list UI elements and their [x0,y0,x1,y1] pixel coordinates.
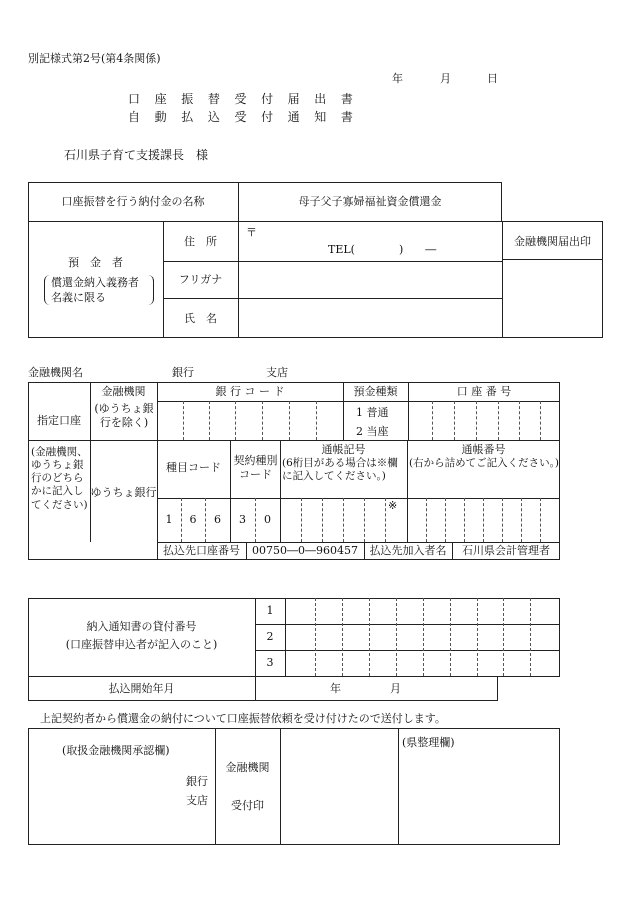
contract-digit: 3 [239,513,246,526]
approval-branch-suffix: 支店 [186,794,208,807]
type-code-label: 種目コード [166,461,221,474]
seal-label: 金融機関届出印 [514,235,591,248]
date-month-label: 月 [440,72,451,85]
payment-name-value: 母子父子寡婦福祉資金償還金 [298,195,442,208]
designated-account-note: (金融機関、ゆうちょ銀行のどちらかに記入してください) [31,446,88,511]
transfer-account-label: 払込先口座番号 [163,544,240,557]
asterisk-mark: ※ [388,499,398,512]
passbook-number-note: (右から詰めてご記入ください。) [409,457,559,469]
loan-row-number: 3 [266,656,274,669]
start-month: 月 [390,682,401,695]
loan-label-line-2: (口座振替申込者が記入のこと) [65,638,218,651]
title-line-1: 口 座 振 替 受 付 届 出 書 [128,92,353,106]
tel-label: TEL( ) ― [328,243,437,256]
financial-inst-label: 金融機関 [101,385,146,398]
bank-code-label: 銀 行 コ ー ド [215,385,285,398]
deposit-type-2: 2 当座 [356,425,389,438]
loan-row-number: 2 [266,630,274,643]
footer-statement: 上記契約者から償還金の納付について口座振替依頼を受け付けたので送付します。 [40,712,446,725]
addressee: 石川県子育て支援課長 様 [64,148,209,162]
type-code-digit: 1 [165,513,173,526]
postal-mark: 〒 [246,226,257,239]
name-label: 氏 名 [184,312,217,325]
loan-row-number: 1 [266,604,274,617]
transfer-name-value: 石川県会計管理者 [462,544,550,557]
date-day-label: 日 [487,72,498,85]
start-year: 年 [330,682,341,695]
receipt-label-line-1: 金融機関 [225,761,270,774]
account-number-label: 口 座 番 号 [456,385,512,398]
approval-bank-suffix: 銀行 [186,775,208,788]
payment-name-label: 口座振替を行う納付金の名称 [61,195,205,208]
depositor-label: 預 金 者 [68,256,123,269]
type-code-digit: 6 [189,513,197,526]
loan-label-line-1: 納入通知書の貸付番号 [86,620,197,633]
passbook-number-label: 通帳番号 [461,443,506,456]
start-month-label: 払込開始年月 [108,682,175,695]
branch-suffix: 支店 [266,366,288,379]
title-line-2: 自 動 払 込 受 付 通 知 書 [128,110,353,124]
transfer-name-label: 払込先加入者名 [369,544,447,557]
depositor-note-line-1: 償還金納入義務者 [51,276,139,289]
prefecture-label: (県整理欄) [402,736,455,749]
deposit-type-1: 1 普通 [356,406,389,419]
address-label: 住 所 [184,235,217,248]
financial-inst-note: (ゆうちょ銀行を除く) [94,402,154,429]
passbook-symbol-note: (6桁目がある場合は※欄に記入してください。) [282,457,398,483]
receipt-label-line-2: 受付印 [231,799,264,812]
contract-digit: 0 [264,513,271,526]
date-year-label: 年 [392,72,403,85]
yucho-label: ゆうちょ銀行 [90,486,157,499]
transfer-account-value: 00750―0―960457 [252,544,358,557]
bank-name-label: 金融機関名 [28,366,83,379]
deposit-type-label: 預金種類 [353,385,398,398]
contract-type-code-label: 契約種別コード [233,454,278,481]
depositor-note-line-2: 名義に限る [51,291,106,304]
passbook-symbol-label: 通帳記号 [321,443,366,456]
approval-label: (取扱金融機関承認欄) [62,744,170,757]
bank-suffix: 銀行 [172,366,194,379]
designated-account-label: 指定口座 [37,414,81,427]
furigana-label: フリガナ [178,273,223,286]
form-id: 別記様式第2号(第4条関係) [28,52,161,65]
type-code-digit: 6 [214,513,221,526]
